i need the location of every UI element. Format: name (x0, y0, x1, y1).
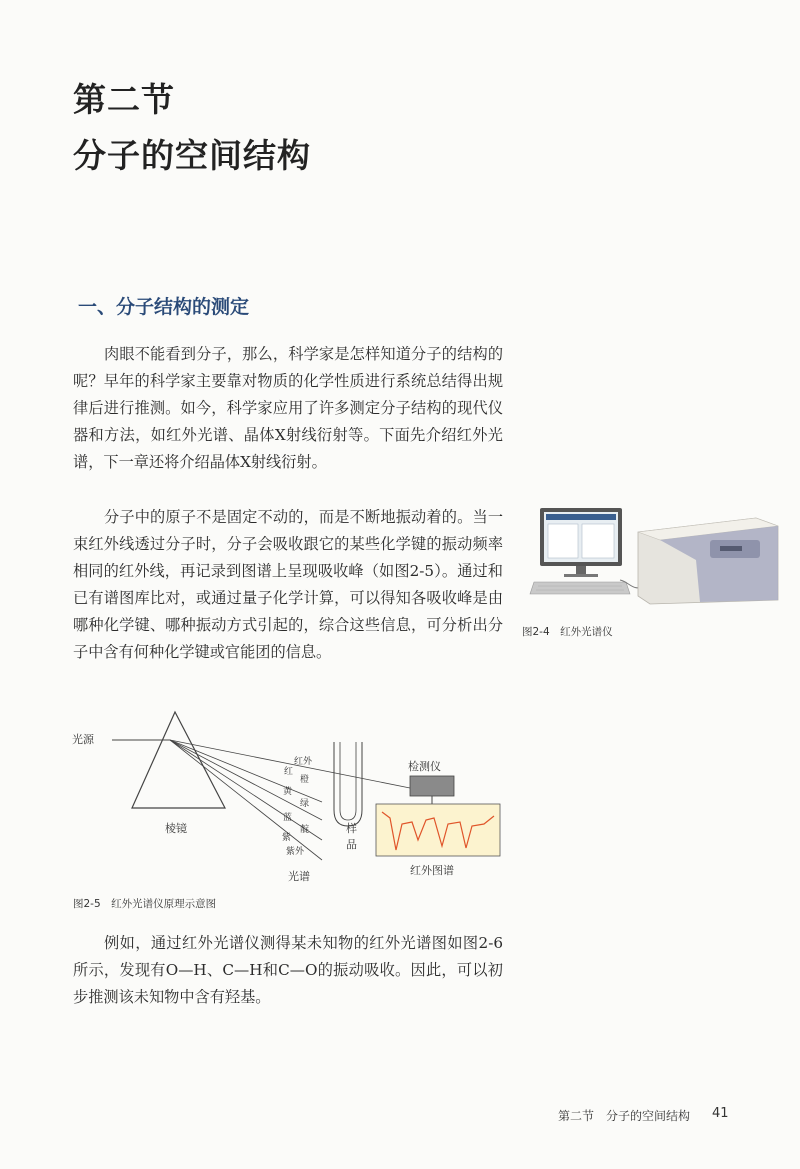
prism-label: 棱镜 (165, 822, 187, 835)
paragraph-1: 肉眼不能看到分子，那么，科学家是怎样知道分子的结构的呢？早年的科学家主要靠对物质的化学性质进行系统总结得出规律后进行推测。如今，科学家应用了许多测定分子结构的现代仪器和方法，如红外光谱、晶体X射线衍射等。下面先介绍红外光谱，下一章还将介绍晶体X射线衍射。 (73, 345, 503, 471)
light-source-label: 光源 (72, 733, 94, 746)
blue-label: 蓝 (283, 813, 293, 823)
running-title: 第二节 分子的空间结构 (558, 1109, 691, 1123)
sample-label-2: 品 (346, 838, 357, 851)
prism-shape (132, 712, 225, 808)
spectrometer-icon (638, 518, 778, 604)
section-number-title: 第二节 (73, 80, 175, 119)
keyboard-icon (530, 582, 630, 594)
paragraph-3: 例如，通过红外光谱仪测得某未知物的红外光谱图如图2-6所示，发现有O—H、C—H和C—O的振动吸收。因此，可以初步推测该未知物中含有羟基。 (73, 934, 503, 1006)
red-label: 红 (284, 767, 294, 777)
orange-label: 橙 (300, 775, 310, 785)
ir-spectrometer-figure (520, 500, 790, 610)
yellow-label: 黄 (283, 787, 293, 797)
ir-spectrum-label: 红外图谱 (410, 864, 454, 877)
violet-label: 紫 (282, 833, 292, 843)
ir-principle-diagram (70, 700, 510, 890)
sample-label-1: 样 (346, 822, 357, 835)
infrared-label: 红外 (294, 757, 313, 767)
figure-2-4-caption: 图2-4 红外光谱仪 (522, 626, 613, 638)
detector-box (410, 776, 454, 796)
sample-tube (334, 742, 362, 826)
ultraviolet-label: 紫外 (286, 847, 305, 857)
section-heading: 一、分子结构的测定 (78, 296, 250, 318)
spectrum-label: 光谱 (288, 870, 310, 883)
page-number: 41 (712, 1106, 729, 1121)
green-label: 绿 (300, 799, 310, 809)
figure-2-5-caption: 图2-5 红外光谱仪原理示意图 (73, 898, 217, 910)
detector-label: 检测仪 (408, 760, 441, 773)
page-title: 分子的空间结构 (73, 136, 311, 175)
monitor-icon (540, 508, 622, 577)
paragraph-2: 分子中的原子不是固定不动的，而是不断地振动着的。当一束红外线透过分子时，分子会吸收跟它的某些化学键的振动频率相同的红外线，再记录到图谱上呈现吸收峰（如图2-5）。通过和已有谱图库比对，或通过量子化学计算，可以得知各吸收峰是由哪种化学键、哪种振动方式引起的，综合这些信息，可分析出分子中含有何种化学键或官能团的信息。 (73, 508, 503, 661)
indigo-label: 靛 (300, 825, 310, 835)
